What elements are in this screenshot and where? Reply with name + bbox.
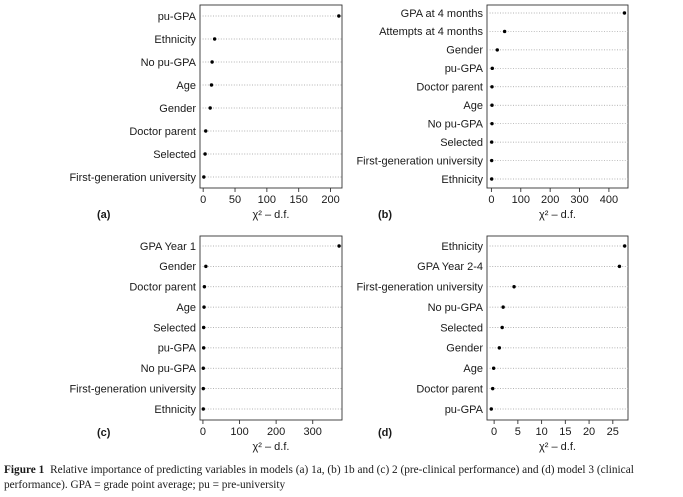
data-point <box>204 265 207 268</box>
data-point <box>202 387 205 390</box>
category-label: Selected <box>153 322 196 335</box>
plot-frame <box>200 236 342 420</box>
x-tick-label: 100 <box>230 426 249 438</box>
category-label: First-generation university <box>69 383 196 396</box>
plot-frame <box>487 236 628 420</box>
category-label: GPA Year 1 <box>139 240 196 253</box>
data-point <box>203 152 206 155</box>
panel-b <box>356 5 628 221</box>
category-label: Age <box>176 301 196 314</box>
x-tick-label: 5 <box>514 426 521 438</box>
data-point <box>503 30 506 33</box>
category-label: Gender <box>159 102 196 115</box>
x-tick-label: 100 <box>257 194 277 206</box>
data-point <box>337 14 340 17</box>
data-point <box>490 122 493 125</box>
category-label: No pu-GPA <box>427 301 483 314</box>
category-label: Ethnicity <box>154 403 196 416</box>
x-tick-label: 10 <box>535 426 548 438</box>
data-point <box>491 67 494 70</box>
category-label: pu-GPA <box>444 403 483 416</box>
data-point <box>498 346 501 349</box>
data-point <box>337 244 340 247</box>
category-label: Attempts at 4 months <box>379 26 483 39</box>
data-point <box>490 104 493 107</box>
category-label: Doctor parent <box>416 81 483 94</box>
data-point <box>202 305 205 308</box>
category-label: Gender <box>159 261 196 274</box>
category-label: Selected <box>440 136 483 149</box>
category-label: Gender <box>446 342 483 355</box>
category-label: Selected <box>153 148 196 161</box>
figure-label: Figure 1 <box>4 464 45 476</box>
category-label: First-generation university <box>356 281 483 294</box>
x-tick-label: 0 <box>200 194 207 206</box>
category-label: Age <box>176 79 196 92</box>
category-label: No pu-GPA <box>427 118 483 131</box>
data-point <box>501 305 504 308</box>
data-point <box>512 285 515 288</box>
x-tick-label: 15 <box>559 426 572 438</box>
category-label: Age <box>463 100 483 113</box>
panel-d <box>356 236 628 453</box>
category-label: Doctor parent <box>416 383 483 396</box>
x-tick-label: 300 <box>303 426 322 438</box>
data-point <box>202 407 205 410</box>
category-label: Gender <box>446 44 483 57</box>
data-point <box>210 83 213 86</box>
x-tick-label: 0 <box>488 194 495 206</box>
category-label: GPA at 4 months <box>400 7 483 20</box>
data-point <box>203 285 206 288</box>
data-point <box>492 367 495 370</box>
category-label: No pu-GPA <box>140 56 196 69</box>
data-point <box>623 244 626 247</box>
figure-caption-text: Relative importance of predicting variables in models (a) 1a, (b) 1b and (c) 2 (pre-clinical performance) and (d) model 3 (clinical performance). GPA = grade point average; pu = pre-university <box>4 464 634 491</box>
data-point <box>490 140 493 143</box>
category-label: Ethnicity <box>154 33 196 46</box>
figure-caption <box>4 463 679 493</box>
panel-label: (d) <box>378 427 393 439</box>
x-axis-label: χ² – d.f. <box>539 441 576 453</box>
category-label: Ethnicity <box>441 173 483 186</box>
panel-c <box>69 236 342 453</box>
data-point <box>491 387 494 390</box>
panel-label: (a) <box>97 209 111 221</box>
category-label: Doctor parent <box>129 125 196 138</box>
x-axis-label: χ² – d.f. <box>252 441 290 453</box>
category-label: First-generation university <box>356 155 483 168</box>
category-label: First-generation university <box>69 171 196 184</box>
x-tick-label: 0 <box>199 426 206 438</box>
data-point <box>202 326 205 329</box>
category-label: Age <box>463 363 483 376</box>
category-label: Ethnicity <box>441 240 483 253</box>
x-tick-label: 200 <box>266 426 286 438</box>
data-point <box>204 129 207 132</box>
data-point <box>208 106 211 109</box>
x-tick-label: 150 <box>289 194 308 206</box>
data-point <box>490 407 493 410</box>
data-point <box>490 85 493 88</box>
panel-a <box>69 5 342 221</box>
data-point <box>618 265 621 268</box>
category-label: Selected <box>440 322 483 335</box>
x-axis-label: χ² – d.f. <box>539 209 576 221</box>
data-point <box>500 326 503 329</box>
x-tick-label: 200 <box>321 194 340 206</box>
panel-label: (c) <box>97 427 111 439</box>
x-tick-label: 400 <box>599 194 619 206</box>
x-tick-label: 25 <box>606 426 619 438</box>
category-label: pu-GPA <box>157 342 196 355</box>
data-point <box>202 346 205 349</box>
data-point <box>490 177 493 180</box>
x-tick-label: 0 <box>491 426 498 438</box>
data-point <box>210 60 213 63</box>
category-label: pu-GPA <box>157 10 196 23</box>
x-tick-label: 200 <box>540 194 560 206</box>
category-label: Doctor parent <box>129 281 196 294</box>
plot-frame <box>200 5 342 188</box>
x-tick-label: 300 <box>570 194 589 206</box>
category-label: GPA Year 2-4 <box>417 261 483 274</box>
data-point <box>623 11 626 14</box>
x-tick-label: 50 <box>228 194 242 206</box>
category-label: pu-GPA <box>444 63 483 76</box>
category-label: No pu-GPA <box>140 363 196 376</box>
x-tick-label: 100 <box>511 194 530 206</box>
data-point <box>202 367 205 370</box>
panel-label: (b) <box>378 209 393 221</box>
x-axis-label: χ² – d.f. <box>252 209 290 221</box>
data-point <box>202 175 205 178</box>
data-point <box>496 48 499 51</box>
data-point <box>213 37 216 40</box>
data-point <box>490 159 493 162</box>
x-tick-label: 20 <box>582 426 596 438</box>
